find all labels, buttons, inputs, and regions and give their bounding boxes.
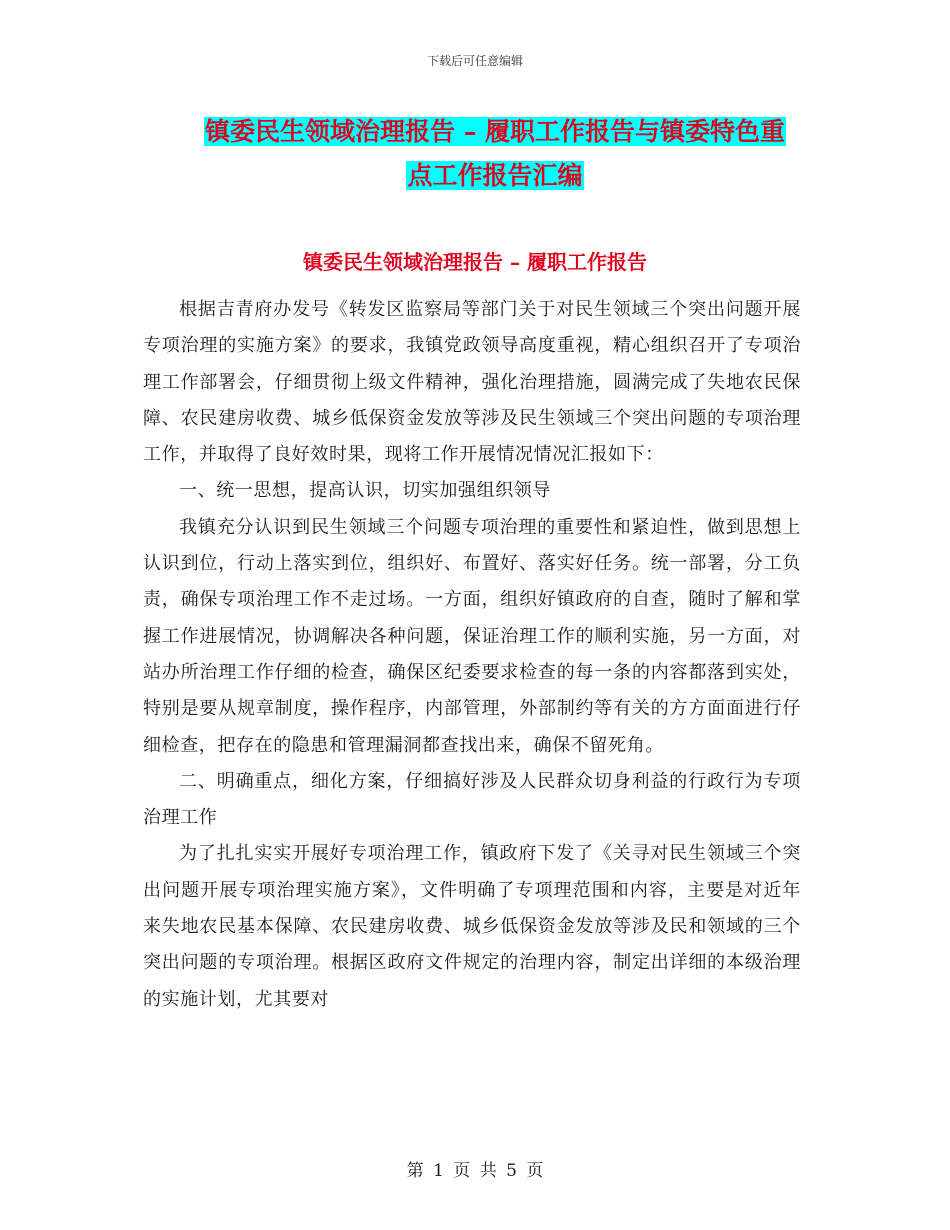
body-text <box>143 292 801 1018</box>
main-title-line1: 镇委民生领域治理报告 – 履职工作报告与镇委特色重 <box>205 117 785 146</box>
main-title <box>175 110 815 198</box>
header-note: 下载后可任意编辑 <box>426 54 523 68</box>
main-title-line2: 点工作报告汇编 <box>407 161 583 190</box>
paragraph: 根据吉青府办发号《转发区监察局等部门关于对民生领域三个突出问题开展专项治理的实施方案》的要求，我镇党政领导高度重视，精心组织召开了专项治理工作部署会，仔细贯彻上级文件精神，强化治理措施，圆满完成了失地农民保障、农民建房收费、城乡低保资金发放等涉及民生领域三个突出问题的专项治理工作，并取得了良好效时果，现将工作开展情况情况汇报如下： <box>143 299 801 466</box>
page-footer: 第 1 页 共 5 页 <box>406 1161 544 1181</box>
section-heading: 二、明确重点，细化方案，仔细搞好涉及人民群众切身利益的行政行为专项治理工作 <box>143 770 801 829</box>
section-heading: 一、统一思想，提高认识，切实加强组织领导 <box>179 480 551 502</box>
sub-title: 镇委民生领域治理报告 – 履职工作报告 <box>303 250 647 274</box>
paragraph: 为了扎扎实实开展好专项治理工作，镇政府下发了《关寻对民生领域三个突出问题开展专项治理实施方案》，文件明确了专项理范围和内容，主要是对近年来失地农民基本保障、农民建房收费、城乡低保资金发放等涉及民和领域的三个突出问题的专项治理。根据区政府文件规定的治理内容，制定出详细的本级治理的实施计划，尤其要对 <box>143 843 801 1010</box>
paragraph: 我镇充分认识到民生领域三个问题专项治理的重要性和紧迫性，做到思想上认识到位，行动上落实到位，组织好、布置好、落实好任务。统一部署，分工负责，确保专项治理工作不走过场。一方面，组织好镇政府的自查，随时了解和掌握工作进展情况，协调解决各种问题，保证治理工作的顺利实施，另一方面，对站办所治理工作仔细的检查，确保区纪委要求检查的每一条的内容都落到实处，特别是要从规章制度，操作程序，内部管理，外部制约等有关的方方面面进行仔细检查，把存在的隐患和管理漏洞都查找出来，确保不留死角。 <box>143 516 801 756</box>
